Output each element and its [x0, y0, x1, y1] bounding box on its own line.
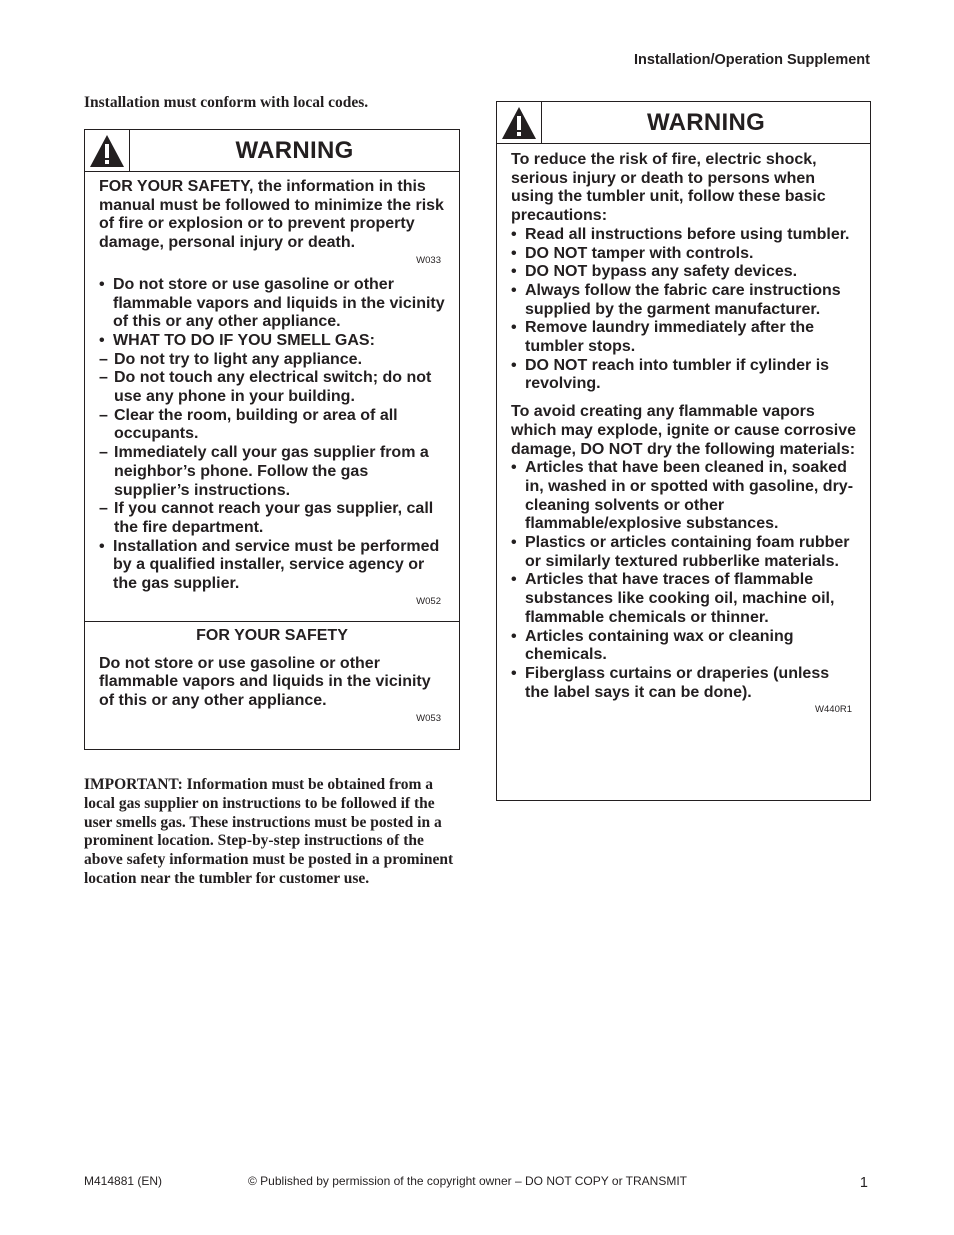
list-item [99, 332, 445, 538]
left-warning-content [85, 172, 459, 607]
safety-text: Do not store or use gasoline or other flammable vapors and liquids in the vicinity of this or any other appliance. [99, 654, 431, 710]
footer-copyright: © Published by permission of the copyright owner – DO NOT COPY or TRANSMIT [248, 1174, 688, 1188]
list-item: – Clear the room, building or area of all occupants. [99, 407, 445, 444]
list-item: • Always follow the fabric care instructions supplied by the garment manufacturer. [511, 282, 856, 319]
page-number: 1 [859, 1175, 868, 1191]
warning-code: W033 [416, 254, 441, 266]
materials-list [511, 459, 856, 702]
left-warning-intro: FOR YOUR SAFETY, the information in this manual must be followed to minimize the risk of fire or explosion or to prevent property damage, personal injury or death. [99, 178, 444, 252]
list-item: • DO NOT reach into tumbler if cylinder is revolving. [511, 357, 856, 394]
warning-code: W440R1 [815, 704, 852, 716]
intro-text: Installation must conform with local codes. [84, 94, 369, 111]
important-notice: IMPORTANT: Information must be obtained from a local gas supplier on instructions to be followed if the user smells gas. These instructions must be posted in a prominent location. Step-by-step instructions of the above safety information must be posted in a prominent location near the tumbler for customer use. [84, 776, 454, 887]
left-warning-header [85, 130, 459, 172]
right-warning-header [497, 102, 870, 144]
right-warning-box [496, 101, 871, 801]
list-item: • Installation and service must be performed by a qualified installer, service agency or the gas supplier. [99, 538, 445, 594]
footer-doc-number: M414881 (EN) [84, 1174, 163, 1188]
list-item: • Articles that have been cleaned in, soaked in, washed in or spotted with gasoline, dry-cleaning solvents or other flammable/explosive substances. [511, 459, 856, 534]
list-item: • Read all instructions before using tumbler. [511, 226, 856, 245]
list-item-label: WHAT TO DO IF YOU SMELL GAS: [113, 331, 375, 349]
left-warning-title: WARNING [235, 137, 354, 164]
list-item: • Fiberglass curtains or draperies (unless the label says it can be done). [511, 665, 856, 702]
safety-title: FOR YOUR SAFETY [196, 626, 348, 644]
list-item: • Articles that have traces of flammable substances like cooking oil, machine oil, flammable chemicals or thinner. [511, 571, 856, 627]
list-item: • DO NOT tamper with controls. [511, 245, 856, 264]
list-item: • Plastics or articles containing foam rubber or similarly textured rubberlike materials. [511, 534, 856, 571]
warning-triangle-icon [85, 130, 130, 171]
warning-code: W053 [416, 712, 441, 724]
right-warning-content [497, 144, 870, 715]
list-item: – If you cannot reach your gas supplier, call the fire department. [99, 500, 445, 537]
right-warning-intro: To reduce the risk of fire, electric shock, serious injury or death to persons when using the tumbler unit, follow these basic precautions: [511, 151, 826, 225]
warning-code: W052 [416, 595, 441, 607]
right-warning-title: WARNING [646, 109, 766, 136]
left-warning-box [84, 129, 460, 750]
left-warning-list [99, 276, 445, 594]
list-item: • Remove laundry immediately after the tumbler stops. [511, 319, 856, 356]
list-item: – Do not touch any electrical switch; do not use any phone in your building. [99, 369, 445, 406]
safety-content [85, 645, 459, 724]
list-item: • DO NOT bypass any safety devices. [511, 263, 856, 282]
list-item: – Do not try to light any appliance. [99, 351, 445, 370]
list-item: – Immediately call your gas supplier from a neighbor’s phone. Follow the gas supplier’s instructions. [99, 444, 445, 500]
list-item: • Do not store or use gasoline or other flammable vapors and liquids in the vicinity of this or any other appliance. [99, 276, 445, 332]
safety-divider [85, 621, 459, 622]
warning-triangle-icon [497, 102, 542, 143]
precautions-list [511, 226, 856, 394]
gas-steps-list [99, 351, 445, 538]
list-item: • Articles containing wax or cleaning chemicals. [511, 628, 856, 665]
header-title: Installation/Operation Supplement [633, 52, 870, 68]
right-warning-intro-2: To avoid creating any flammable vapors which may explode, ignite or cause corrosive damage, DO NOT dry the following materials: [511, 403, 857, 458]
